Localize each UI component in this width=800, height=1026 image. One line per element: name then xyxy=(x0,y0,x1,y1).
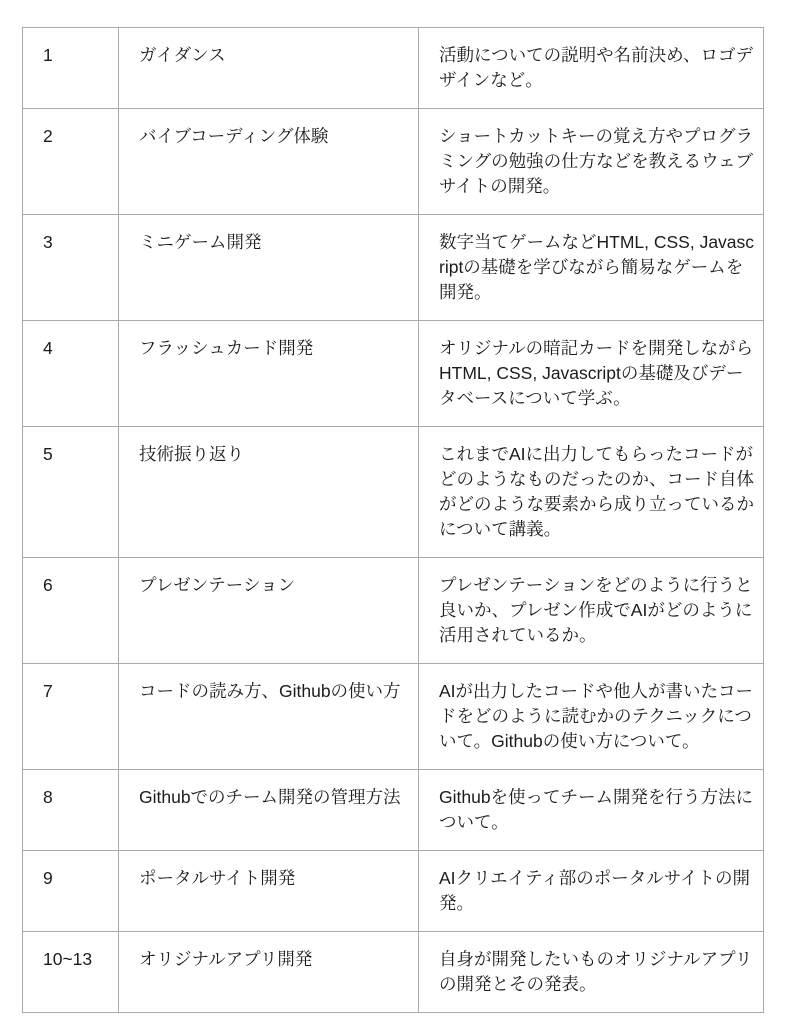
table-row xyxy=(23,321,764,427)
table-row xyxy=(23,851,764,932)
session-number-cell: 1 xyxy=(23,28,119,109)
table-row xyxy=(23,215,764,321)
table-row xyxy=(23,770,764,851)
session-number-cell: 7 xyxy=(23,664,119,770)
description-cell: Githubを使ってチーム開発を行う方法について。 xyxy=(419,770,764,851)
table-row xyxy=(23,558,764,664)
session-number-cell: 4 xyxy=(23,321,119,427)
curriculum-table xyxy=(22,27,764,1013)
session-number-cell: 6 xyxy=(23,558,119,664)
session-number-cell: 2 xyxy=(23,109,119,215)
topic-cell: オリジナルアプリ開発 xyxy=(119,932,419,1013)
topic-cell: ガイダンス xyxy=(119,28,419,109)
topic-cell: バイブコーディング体験 xyxy=(119,109,419,215)
topic-cell: プレゼンテーション xyxy=(119,558,419,664)
table-row xyxy=(23,664,764,770)
topic-cell: コードの読み方、Githubの使い方 xyxy=(119,664,419,770)
session-number-cell: 3 xyxy=(23,215,119,321)
topic-cell: フラッシュカード開発 xyxy=(119,321,419,427)
session-number-cell: 10~13 xyxy=(23,932,119,1013)
description-cell: 数字当てゲームなどHTML, CSS, Javascriptの基礎を学びながら簡易なゲームを開発。 xyxy=(419,215,764,321)
session-number-cell: 8 xyxy=(23,770,119,851)
description-cell: プレゼンテーションをどのように行うと良いか、プレゼン作成でAIがどのように活用されているか。 xyxy=(419,558,764,664)
description-cell: AIクリエイティ部のポータルサイトの開発。 xyxy=(419,851,764,932)
description-cell: AIが出力したコードや他人が書いたコードをどのように読むかのテクニックについて。Githubの使い方について。 xyxy=(419,664,764,770)
topic-cell: Githubでのチーム開発の管理方法 xyxy=(119,770,419,851)
table-row xyxy=(23,427,764,558)
session-number-cell: 5 xyxy=(23,427,119,558)
description-cell: オリジナルの暗記カードを開発しながらHTML, CSS, Javascriptの基礎及びデータベースについて学ぶ。 xyxy=(419,321,764,427)
description-cell: 自身が開発したいものオリジナルアプリの開発とその発表。 xyxy=(419,932,764,1013)
topic-cell: 技術振り返り xyxy=(119,427,419,558)
session-number-cell: 9 xyxy=(23,851,119,932)
table-row xyxy=(23,932,764,1013)
table-body xyxy=(23,28,764,1013)
description-cell: ショートカットキーの覚え方やプログラミングの勉強の仕方などを教えるウェブサイトの開発。 xyxy=(419,109,764,215)
table-row xyxy=(23,28,764,109)
topic-cell: ポータルサイト開発 xyxy=(119,851,419,932)
description-cell: 活動についての説明や名前決め、ロゴデザインなど。 xyxy=(419,28,764,109)
table-row xyxy=(23,109,764,215)
topic-cell: ミニゲーム開発 xyxy=(119,215,419,321)
description-cell: これまでAIに出力してもらったコードがどのようなものだったのか、コード自体がどのような要素から成り立っているかについて講義。 xyxy=(419,427,764,558)
